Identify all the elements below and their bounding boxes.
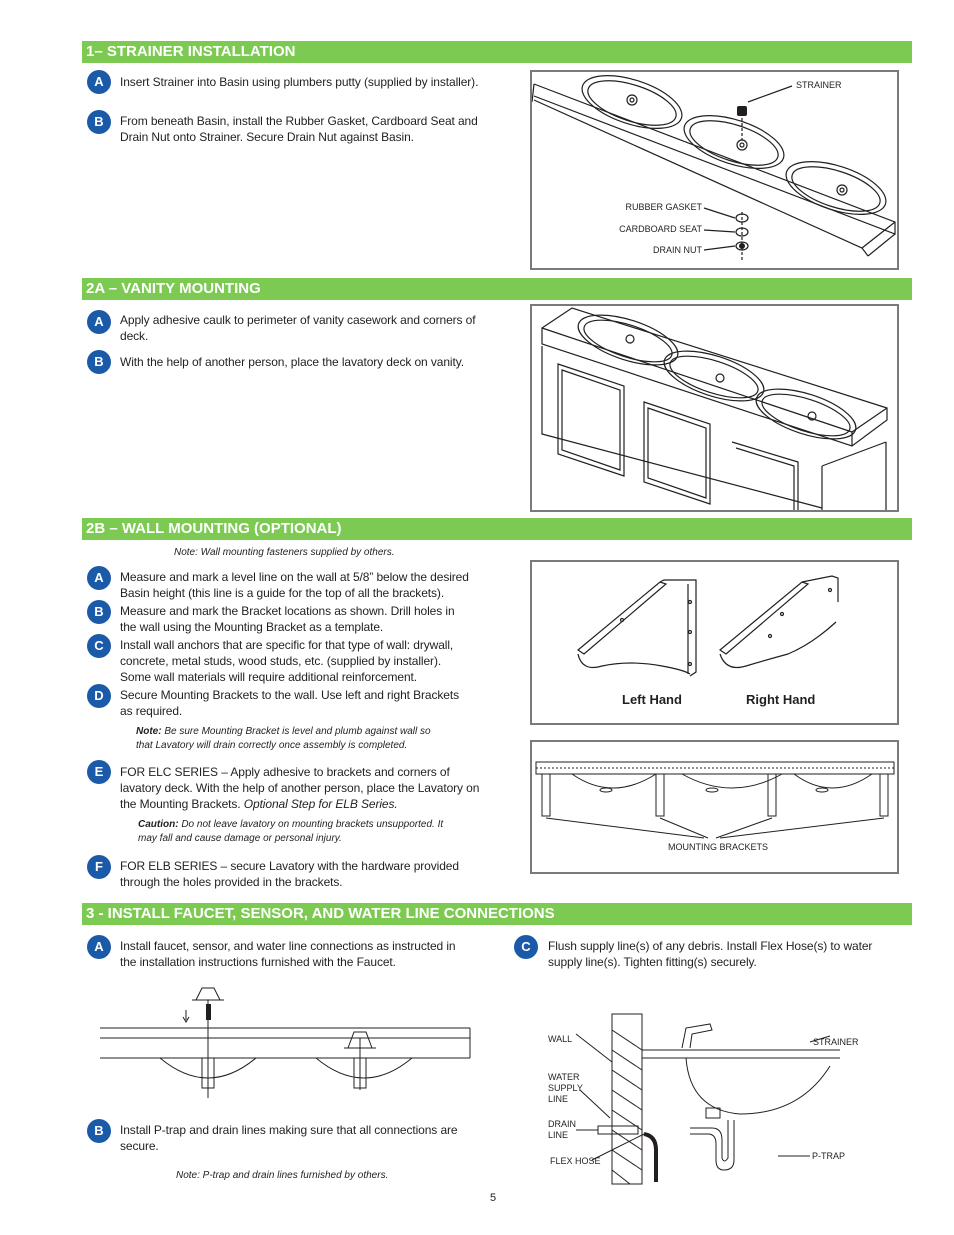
step-3b-text: Install P-trap and drain lines making sure that all connections are secure. [120, 1123, 458, 1153]
section-2a-header: 2A – VANITY MOUNTING [82, 278, 912, 300]
step-2b-a-text: Measure and mark a level line on the wall at 5/8” below the desired Basin height (this line is a guide for the top of all the brackets). [120, 570, 469, 600]
label-left-hand: Left Hand [622, 692, 682, 707]
step-badge-a: A [87, 70, 111, 94]
step-badge-c: C [87, 634, 111, 658]
section-2b-header: 2B – WALL MOUNTING (OPTIONAL) [82, 518, 912, 540]
label-wall: WALL [548, 1034, 573, 1044]
brackets-illustration [532, 562, 897, 723]
mounting-brackets-figure [530, 740, 899, 874]
label-p-trap: P-TRAP [812, 1151, 846, 1161]
caution-note: Caution: Do not leave lavatory on mounting brackets unsupported. It may fall and cause damage or personal injury. [138, 819, 444, 844]
step-2b-d-text: Secure Mounting Brackets to the wall. Use left and right Brackets as required. [120, 688, 459, 718]
step-badge-a: A [87, 310, 111, 334]
section-1-header: 1– STRAINER INSTALLATION [82, 41, 912, 63]
step-badge-d: D [87, 684, 111, 708]
water-line-figure [540, 1010, 860, 1185]
step-1b-text: From beneath Basin, install the Rubber Gasket, Cardboard Seat and Drain Nut onto Strainer. Secure Drain Nut against Basin. [120, 114, 478, 144]
step-badge-c: C [514, 935, 538, 959]
label-mounting-brackets: MOUNTING BRACKETS [668, 842, 769, 852]
step-2a-b-text: With the help of another person, place the lavatory deck on vanity. [120, 355, 464, 369]
step-badge-b: B [87, 110, 111, 134]
label-water-supply-2: SUPPLY [548, 1083, 583, 1093]
label-water-supply-1: WATER [548, 1072, 580, 1082]
step-3c-text: Flush supply line(s) of any debris. Install Flex Hose(s) to water supply line(s). Tighten fitting(s) securely. [548, 939, 873, 969]
label-drain-nut: DRAIN NUT [653, 245, 702, 255]
label-cardboard-seat: CARDBOARD SEAT [619, 224, 702, 234]
step-badge-f: F [87, 855, 111, 879]
bracket-level-note: Note: Be sure Mounting Bracket is level and plumb against wall so that Lavatory will drain correctly once assembly is completed. [136, 726, 431, 751]
step-badge-b: B [87, 350, 111, 374]
page-number: 5 [490, 1192, 497, 1204]
vanity-illustration [532, 306, 897, 510]
step-3a-text: Install faucet, sensor, and water line connections as instructed in the installation instructions furnished with the Faucet. [120, 939, 456, 969]
step-badge-a: A [87, 566, 111, 590]
step-2b-f-text: FOR ELB SERIES – secure Lavatory with the hardware provided through the holes provided in the brackets. [120, 859, 459, 889]
step-2b-c-text: Install wall anchors that are specific for that type of wall: drywall, concrete, metal studs, wood studs, etc. (supplied by installer). Some wall materials will require additional reinforcement. [120, 638, 454, 684]
step-badge-b: B [87, 600, 111, 624]
section-3-header: 3 - INSTALL FAUCET, SENSOR, AND WATER LINE CONNECTIONS [82, 903, 912, 925]
label-flex-hose: FLEX HOSE [550, 1156, 601, 1166]
faucet-mount-illustration [98, 980, 472, 1100]
mounting-brackets-illustration [532, 742, 897, 872]
label-drain-line-2: LINE [548, 1130, 569, 1140]
step-badge-e: E [87, 760, 111, 784]
step-badge-b: B [87, 1119, 111, 1143]
step-2a-a-text: Apply adhesive caulk to perimeter of vanity casework and corners of deck. [120, 313, 476, 343]
step-2b-b-text: Measure and mark the Bracket locations as shown. Drill holes in the wall using the Mounting Bracket as a template. [120, 604, 455, 634]
label-rubber-gasket: RUBBER GASKET [625, 202, 702, 212]
label-drain-line-1: DRAIN [548, 1119, 577, 1129]
wall-fasteners-note: Note: Wall mounting fasteners supplied by others. [174, 547, 395, 558]
label-strainer: STRAINER [796, 80, 842, 90]
label-water-supply-3: LINE [548, 1094, 569, 1104]
brackets-figure [530, 560, 899, 725]
step-1a-text: Insert Strainer into Basin using plumbers putty (supplied by installer). [120, 75, 479, 89]
label-right-hand: Right Hand [746, 692, 816, 707]
step-badge-a: A [87, 935, 111, 959]
label-strainer: STRAINER [813, 1037, 859, 1047]
strainer-illustration [532, 72, 897, 268]
step-2b-e-text: FOR ELC SERIES – Apply adhesive to brackets and corners of lavatory deck. With the help of another person, place the Lavatory on the Mounting Brackets. Optional Step for ELB Series. [120, 765, 480, 811]
faucet-mount-figure [98, 980, 472, 1100]
ptrap-note: Note: P-trap and drain lines furnished by others. [176, 1170, 389, 1181]
strainer-figure [530, 70, 899, 270]
vanity-figure [530, 304, 899, 512]
water-line-illustration [540, 1010, 860, 1185]
